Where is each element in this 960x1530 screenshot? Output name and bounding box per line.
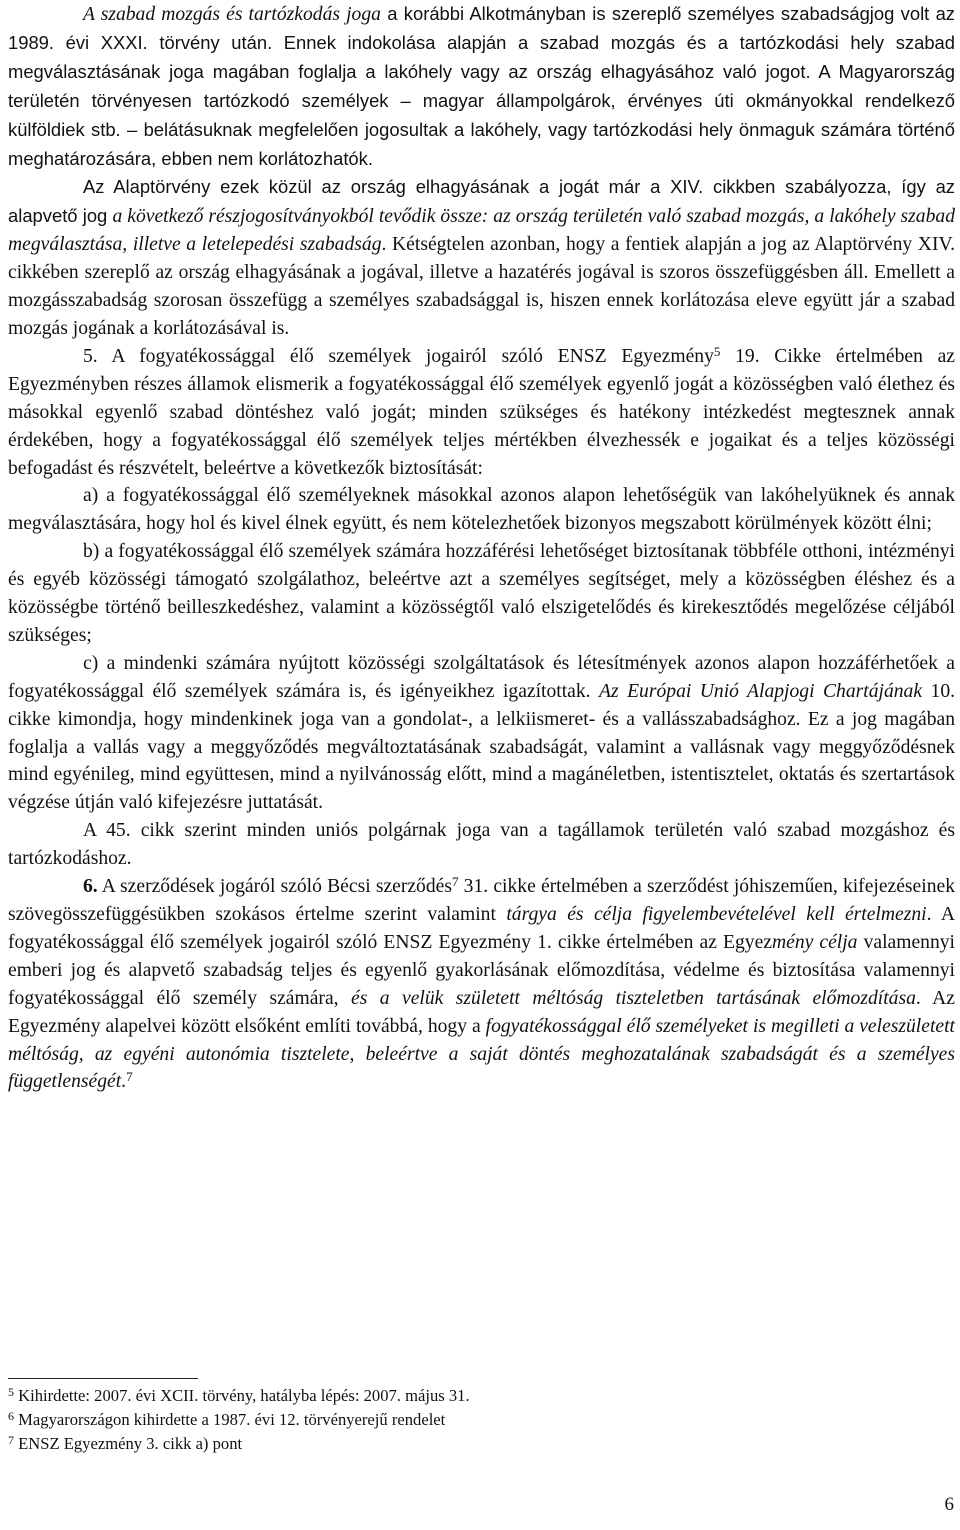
- footnote-number: 7: [8, 1433, 14, 1447]
- paragraph-6-becsi: [8, 873, 955, 1096]
- italic-phrase: A szabad mozgás és tartózkodás joga: [83, 4, 381, 25]
- list-item-a: a) a fogyatékossággal élő személyeknek másokkal azonos alapon lehetőségük van lakóhelyüknek és annak megválasztására, hogy hol és kivel élnek együtt, és nem kötelezhetőek bizonyos megszabott körülmények között élni;: [8, 485, 955, 535]
- footnote-ref-7[interactable]: 7: [126, 1069, 133, 1085]
- paragraph-45-cikk: A 45. cikk szerint minden uniós polgárnak joga van a tagállamok területén való szabad mozgáshoz és tartózkodáshoz.: [8, 820, 955, 870]
- paragraph-free-movement: [8, 0, 955, 173]
- italic-phrase: fogyatékossággal élő személyeket is megilleti a veleszületett méltóság, az egyéni autonómia tisztelete, beleértve a saját döntés meghozatalának szabadságát és a személyes függetlenségét: [8, 1015, 955, 1093]
- footnote-text: ENSZ Egyezmény 3. cikk a) pont: [14, 1434, 243, 1453]
- paragraph-text: . Az Egyezmény alapelvei között elsőként említi továbbá, hogy a: [8, 987, 955, 1037]
- footnote-5: [8, 1384, 470, 1408]
- paragraph-text: . A fogyatékossággal élő személyek jogairól szóló ENSZ Egyezmény 1. cikke értelmében az Egyez: [8, 904, 955, 953]
- page-number: 6: [944, 1494, 954, 1515]
- footnotes: [8, 1384, 470, 1456]
- document-page: [8, 0, 956, 1453]
- footnote-text: Magyarországon kihirdette a 1987. évi 12. törvényerejű rendelet: [14, 1410, 446, 1429]
- paragraph-text: 10. cikke kimondja, hogy mindenkinek joga van a gondolat-, a lelkiismeret- és a vallásszabadsághoz. Ez a jog magában foglalja a vallás vagy a meggyőződés megváltoztatásának szabadságát, valamint a vallásnak vagy meggyőződésnek mind egyénileg, mind együttesen, mind a nyilvánosság előtt, mind a magánéletben, istentisztelet, oktatás és szertartások végzése útján való kifejezésre juttatását.: [8, 680, 956, 814]
- footnote-divider: [8, 1378, 198, 1379]
- body-text: [8, 0, 955, 1096]
- paragraph-text: 19. Cikke értelmében az Egyezményben részes államok elismerik a fogyatékossággal élő személyek egyenlő jogát a közösségben való élethez és másokkal egyenlő szabad döntéshez való jogát; minden szükséges és hatékony intézkedést megtesznek annak érdekében, hogy a fogyatékossággal élő személyek teljes mértékben élvezhessék e jogaikat és a teljes közösségi befogadást és részvételt, beleértve a következők biztosítását:: [8, 345, 955, 479]
- italic-phrase: és a velük született méltóság tiszteletben tartásának előmozdítása: [351, 987, 916, 1009]
- paragraph-text: Az Alaptörvény ezek közül az ország elhagyásának a jogát már a XIV. cikkben szabályozza, így az alapvető jog: [8, 176, 955, 227]
- paragraph-text: a korábbi Alkotmányban is szereplő személyes szabadságjog volt az 1989. évi XXXI. törvény után. Ennek indokolása alapján a szabad mozgás és a tartózkodási hely szabad megválasztásának joga magában foglalja a lakóhely vagy az ország elhagyásához való jogot. A Magyarország területén törvényesen tartózkodó személyek – magyar állampolgárok, érvényes úti okmányokkal rendelkező külföldiek stb. – belátásuknak megfelelően jogosultak a lakóhely, vagy tartózkodási hely önmaguk számára történő meghatározására, ebben nem korlátozhatók.: [8, 3, 955, 169]
- paragraph-alaptorveny: [8, 173, 955, 342]
- italic-phrase: mény célja: [771, 931, 858, 953]
- paragraph-text: A szerződések jogáról szóló Bécsi szerződés: [97, 876, 452, 898]
- paragraph-text: c) a mindenki számára nyújtott közösségi szolgáltatások és létesítmények azonos alapon hozzáférhetőek a fogyatékossággal élő személyek számára is, és igényeikhez igazítottak.: [8, 652, 955, 702]
- section-number: 6.: [83, 876, 98, 898]
- footnote-ref-6[interactable]: 7: [451, 874, 459, 890]
- list-item-b: b) a fogyatékossággal élő személyek számára hozzáférési lehetőséget biztosítanak többféle otthoni, intézményi és egyéb közösségi támogató szolgálathoz, beleértve azt a személyes segítséget, mely a közösségben éléshez és a közösségbe történő beilleszkedéshez, valamint a közösségtől való elszigetelődés és kirekesztődés megelőzése céljából szükséges;: [8, 541, 955, 646]
- footnote-number: 5: [8, 1385, 14, 1399]
- paragraph-text: 31. cikke értelmében a szerződést jóhiszeműen, kifejezéseinek szövegösszefüggésükben szokásos értelme szerint valamint: [8, 876, 955, 925]
- footnote-7: [8, 1432, 470, 1456]
- italic-phrase: a következő részjogosítványokból tevődik össze: az ország területén való szabad mozgás, a lakóhely szabad megválasztása, illetve a letelepedési szabadság: [8, 206, 955, 256]
- footnote-ref-5[interactable]: 5: [713, 343, 721, 359]
- footnote-6: [8, 1408, 470, 1432]
- paragraph-text: valamennyi emberi jog és alapvető szabadság teljes és egyenlő gyakorlásának előmozdítása, védelme és biztosítása valamennyi fogyatékossággal élő személy számára,: [8, 931, 955, 1009]
- paragraph-5-ensz: [8, 343, 955, 483]
- paragraph-text: 5. A fogyatékossággal élő személyek jogairól szóló ENSZ Egyezmény: [83, 345, 714, 367]
- paragraph-text: . Kétségtelen azonban, hogy a fentiek alapján a jog az Alaptörvény XIV. cikkében szereplő az ország elhagyásának a jogával, illetve a hazatérés jogával is szoros összefüggésben áll. Emellett a mozgásszabadság szorosan összefügg a személyes szabadsággal is, hiszen ennek korlátozása eleve együtt jár a szabad mozgás jogának a korlátozásával is.: [8, 234, 955, 339]
- list-item-c: [8, 650, 955, 817]
- paragraph-text: .: [121, 1071, 127, 1093]
- italic-phrase: Az Európai Unió Alapjogi Chartájának: [599, 680, 923, 702]
- footnote-number: 6: [8, 1409, 14, 1423]
- italic-phrase: tárgya és célja figyelembevételével kell értelmezni: [506, 904, 927, 925]
- footnote-text: Kihirdette: 2007. évi XCII. törvény, hatályba lépés: 2007. május 31.: [14, 1386, 470, 1405]
